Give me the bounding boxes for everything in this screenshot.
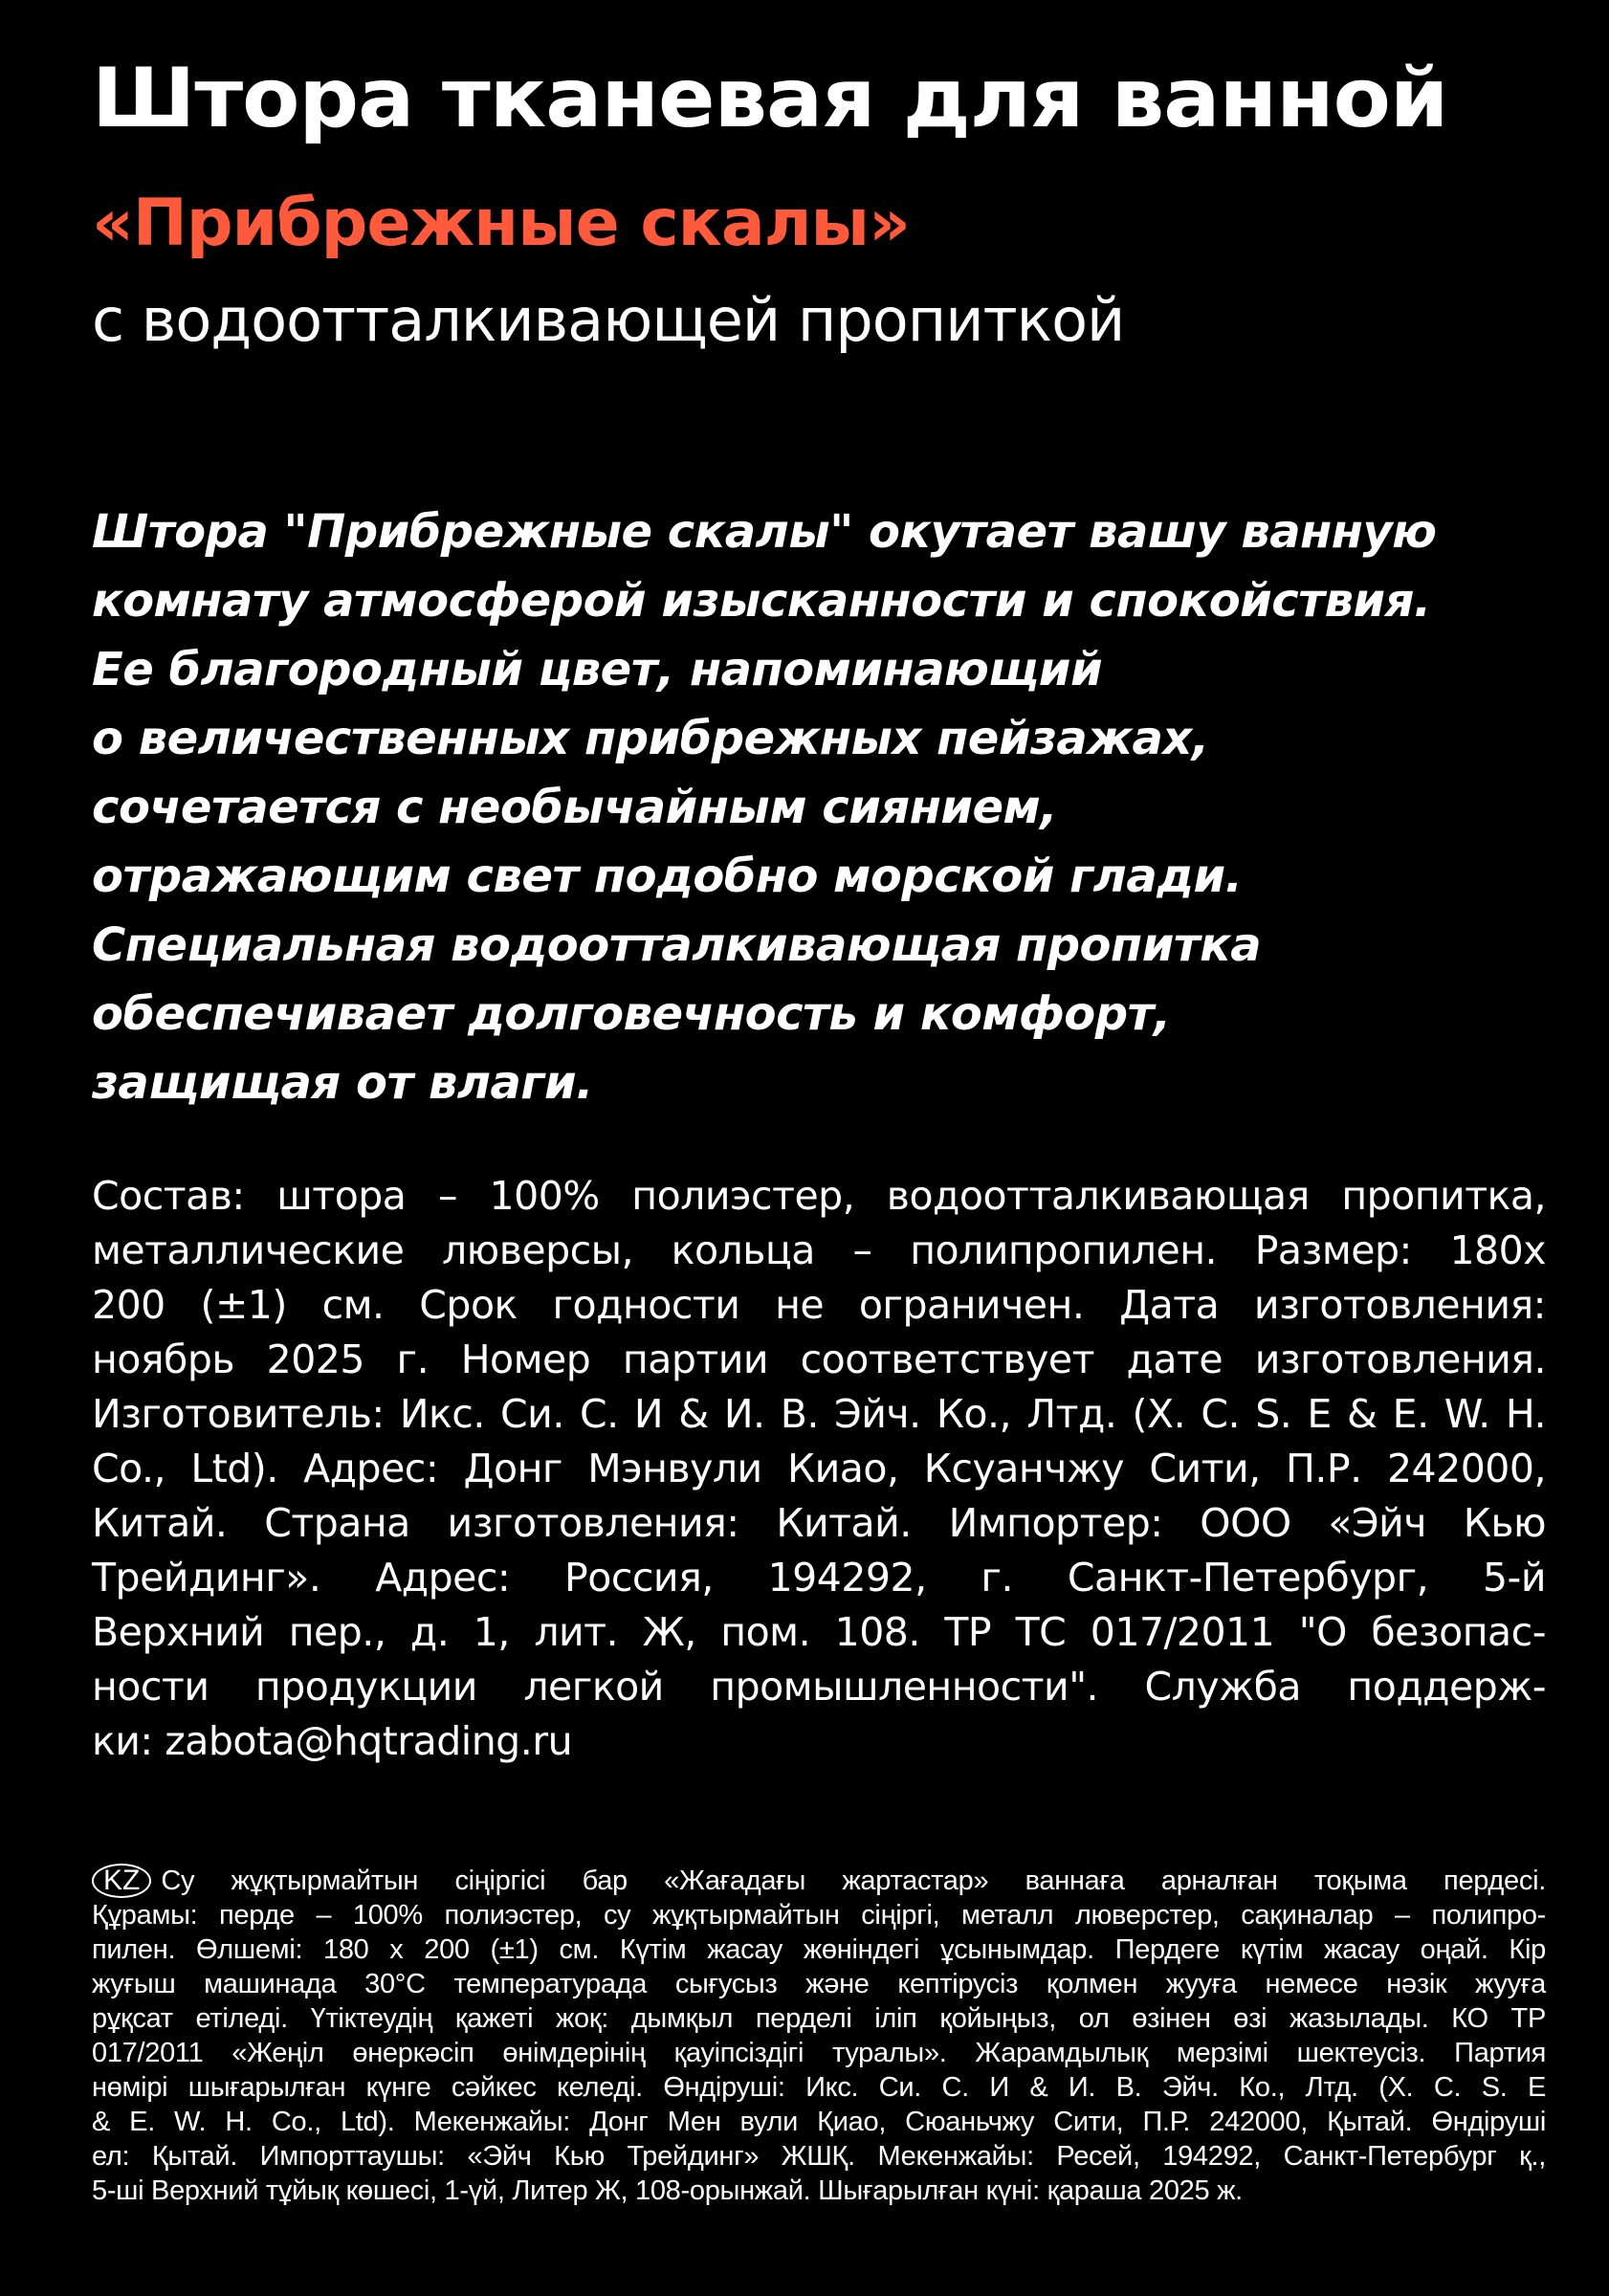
composition-line: Верхний пер., д. 1, лит. Ж, пом. 108. ТР ТС 017/2011 "О безопас-: [92, 1609, 1546, 1655]
composition-line: 200 (±1) см. Срок годности не ограничен. Дата изготовления:: [92, 1282, 1546, 1328]
description-line: Ее благородный цвет, напоминающий: [92, 643, 1103, 696]
description-line: Штора "Прибрежные скалы" окутает вашу ванную: [92, 505, 1437, 559]
description-line: Специальная водоотталкивающая пропитка: [92, 918, 1262, 972]
kz-line: & E. W. H. Co., Ltd). Мекенжайы: Донг Мен вули Қиао, Сюаньчжу Сити, П.Р. 242000, Қытай. Өндіруші: [92, 2107, 1546, 2137]
kz-first-line: [92, 1864, 1546, 1898]
description-line: обеспечивает долговечность и комфорт,: [92, 987, 1171, 1041]
kz-language-badge-icon: KZ: [92, 1864, 151, 1898]
kz-line-text: Су жұқтырмайтын сіңіргісі бар «Жағадағы жартастар» ваннаға арналған тоқыма пердесі.: [161, 1866, 1546, 1896]
description-line: отражающим свет подобно морской глади.: [92, 850, 1243, 903]
composition-line: ности продукции легкой промышленности". Служба поддерж-: [92, 1664, 1546, 1710]
composition-line: металлические люверсы, кольца – полипропилен. Размер: 180х: [92, 1227, 1546, 1273]
product-description: [92, 497, 1546, 1117]
composition-line: Трейдинг». Адрес: Россия, 194292, г. Санкт-Петербург, 5-й: [92, 1555, 1546, 1601]
composition-line: Изготовитель: Икс. Си. С. И & И. В. Эйч. Ко., Лтд. (X. C. S. E & E. W. H.: [92, 1391, 1546, 1437]
description-line: защищая от влаги.: [92, 1056, 593, 1110]
description-line: комнату атмосферой изысканности и спокойствия.: [92, 574, 1431, 628]
composition-line: Китай. Страна изготовления: Китай. Импортер: ООО «Эйч Кью: [92, 1500, 1546, 1546]
kazakh-info: [92, 1864, 1546, 2208]
description-line: сочетается с необычайным сиянием,: [92, 781, 1058, 834]
kz-line: пилен. Өлшемі: 180 х 200 (±1) см. Күтім жасау жөніндегі ұсынымдар. Пердеге күтім жасау оңай. Кір: [92, 1934, 1546, 1965]
kz-line: 017/2011 «Жеңіл өнеркәсіп өнімдерінің қауіпсіздігі туралы». Жарамдылық мерзімі шектеусіз. Партия: [92, 2038, 1546, 2068]
composition-line: ноябрь 2025 г. Номер партии соответствует дате изготовления.: [92, 1336, 1546, 1382]
product-title: Штора тканевая для ванной: [92, 51, 1448, 146]
kz-line: Құрамы: перде – 100% полиэстер, су жұқтырмайтын сіңіргі, металл люверстер, сақиналар – полипро-: [92, 1900, 1546, 1931]
description-line: о величественных прибрежных пейзажах,: [92, 712, 1209, 765]
product-name-accent: «Прибрежные скалы»: [92, 186, 910, 261]
composition-info: [92, 1169, 1546, 1769]
kz-line: жуғыш машинада 30°С температурада сығусыз және кептірусіз қолмен жууға немесе нәзік жууға: [92, 1969, 1546, 1999]
product-feature-subtitle: с водоотталкивающей пропиткой: [92, 285, 1125, 355]
kz-line: ел: Қытай. Импорттаушы: «Эйч Кью Трейдинг» ЖШҚ. Мекенжайы: Ресей, 194292, Санкт-Петербург қ.,: [92, 2141, 1546, 2172]
kz-line: нөмірі шығарылған күнге сәйкес келеді. Өндіруші: Икс. Си. С. И & И. В. Эйч. Ко., Лтд. (X. C. S. E: [92, 2072, 1546, 2103]
composition-line: Co., Ltd). Адрес: Донг Мэнвули Киао, Ксуанчжу Сити, П.Р. 242000,: [92, 1446, 1546, 1491]
kz-line: рұқсат етіледі. Үтіктеудің қажеті жоқ: дымқыл перделі іліп қойыңыз, ол өзінен өзі жазылады. КО ТР: [92, 2003, 1546, 2034]
composition-line: Состав: штора – 100% полиэстер, водоотталкивающая пропитка,: [92, 1173, 1546, 1219]
composition-line: ки: zabota@hqtrading.ru: [92, 1718, 573, 1764]
kz-line: 5-ші Верхний тұйық көшесі, 1-үй, Литер Ж, 108-орынжай. Шығарылған күні: қараша 2025 ж.: [92, 2175, 1243, 2206]
